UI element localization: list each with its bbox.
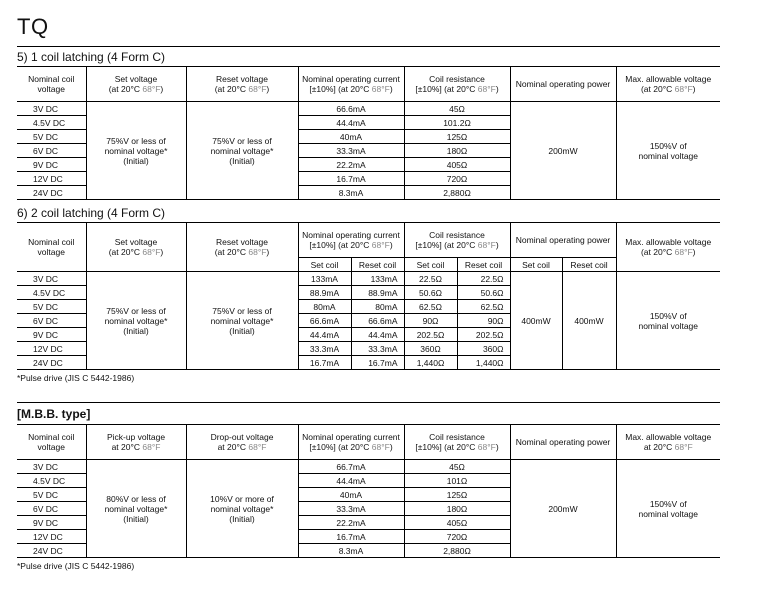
table-cell: 1,440Ω (404, 356, 457, 370)
table-cell (616, 460, 720, 558)
table-cell: 33.3mA (351, 342, 404, 356)
cell-text: at 20°C (217, 442, 247, 452)
table-cell: 6V DC (17, 502, 86, 516)
cell-text: 68°F (142, 84, 161, 94)
cell-text: nominal voltage* (210, 145, 274, 156)
cell-text: Max. allowable voltage (625, 74, 712, 84)
table-cell: 90Ω (404, 314, 457, 328)
table-cell: Reset coil (457, 258, 510, 272)
table-cell: 62.5Ω (457, 300, 510, 314)
table-cell: 45Ω (404, 460, 510, 474)
cell-text: 75%V or less of (106, 305, 166, 316)
table-cell: 24V DC (17, 544, 86, 558)
table-cell (510, 425, 616, 460)
cell-text: at 20°C (643, 442, 673, 452)
table-cell: 33.3mA (298, 144, 404, 158)
table-cell: 125Ω (404, 130, 510, 144)
cell-text: [±10%] (at 20°C (309, 84, 370, 94)
cell-text: [±10%] (at 20°C (309, 240, 370, 250)
table-cell: 3V DC (17, 272, 86, 286)
table-cell (616, 425, 720, 460)
table-cell: 4.5V DC (17, 116, 86, 130)
table-cell: 133mA (298, 272, 351, 286)
table-cell: 12V DC (17, 342, 86, 356)
table-cell: 44.4mA (298, 474, 404, 488)
footnote: *Pulse drive (JIS C 5442-1986) (17, 561, 135, 571)
table-cell: 24V DC (17, 356, 86, 370)
table-cell: 180Ω (404, 144, 510, 158)
cell-text: Nominal coil voltage (28, 432, 75, 452)
divider (17, 402, 720, 403)
table-cell (404, 425, 510, 460)
table-cell: 16.7mA (298, 172, 404, 186)
cell-text: Coil resistance (429, 230, 485, 240)
table-cell: 66.6mA (351, 314, 404, 328)
cell-text: nominal voltage* (104, 145, 168, 156)
table-cell: 22.2mA (298, 158, 404, 172)
table-cell: 44.4mA (351, 328, 404, 342)
table-cell: 360Ω (457, 342, 510, 356)
table-cell: 4.5V DC (17, 286, 86, 300)
table-cell: 80mA (298, 300, 351, 314)
cell-text: Set voltage (114, 74, 158, 84)
table-cell (510, 223, 616, 258)
table-cell (86, 223, 186, 272)
cell-text: (at 20°C (214, 247, 246, 257)
table-cell: 360Ω (404, 342, 457, 356)
table-cell: 400mW (562, 272, 616, 370)
table-cell: 22.2mA (298, 516, 404, 530)
table-cell: 40mA (298, 488, 404, 502)
section-heading: [M.B.B. type] (17, 407, 91, 421)
cell-text: Drop-out voltage (210, 432, 274, 442)
cell-text: Coil resistance (429, 432, 485, 442)
cell-text: 68°F (248, 442, 267, 452)
table-cell: 4.5V DC (17, 474, 86, 488)
cell-text: Nominal coil voltage (28, 74, 75, 94)
cell-text: nominal voltage* (104, 315, 168, 326)
page-title: TQ (17, 14, 49, 39)
table-cell: 101.2Ω (404, 116, 510, 130)
cell-text: ) (389, 240, 393, 250)
table-cell: 202.5Ω (457, 328, 510, 342)
table-cell (17, 425, 86, 460)
cell-text: ) (495, 84, 499, 94)
table-cell: 90Ω (457, 314, 510, 328)
table-cell: 1,440Ω (457, 356, 510, 370)
table-cell (404, 67, 510, 102)
table-cell (186, 223, 298, 272)
cell-text: Nominal operating power (515, 235, 611, 245)
table-cell (186, 425, 298, 460)
table-cell: 8.3mA (298, 544, 404, 558)
table-cell: 22.5Ω (457, 272, 510, 286)
cell-text: ) (389, 442, 393, 452)
cell-text: (Initial) (123, 155, 149, 166)
cell-text: 68°F (477, 240, 496, 250)
table-row (17, 102, 720, 116)
cell-text: ) (389, 84, 393, 94)
table-cell (298, 67, 404, 102)
table-cell: 88.9mA (298, 286, 351, 300)
table-cell: 6V DC (17, 144, 86, 158)
divider (17, 46, 720, 47)
table-cell: 33.3mA (298, 502, 404, 516)
cell-text: (at 20°C (214, 84, 246, 94)
cell-text: nominal voltage (638, 150, 699, 161)
cell-text: ) (266, 247, 270, 257)
cell-text: 68°F (371, 240, 390, 250)
cell-text: 68°F (248, 247, 267, 257)
section-heading: 6) 2 coil latching (4 Form C) (17, 206, 166, 220)
table-cell: 200mW (510, 460, 616, 558)
cell-text: Reset voltage (216, 74, 268, 84)
cell-text: 75%V or less of (212, 135, 272, 146)
cell-text: Nominal operating current (302, 432, 400, 442)
table-cell: 88.9mA (351, 286, 404, 300)
cell-text: Pick-up voltage (106, 432, 166, 442)
cell-text: [±10%] (at 20°C (309, 442, 370, 452)
table-cell: 133mA (351, 272, 404, 286)
cell-text: [±10%] (at 20°C (415, 240, 476, 250)
table-cell: 9V DC (17, 328, 86, 342)
cell-text: 150%V of (649, 310, 687, 321)
cell-text: (Initial) (229, 155, 255, 166)
table-row (17, 272, 720, 286)
table-cell (616, 223, 720, 272)
table-cell (616, 67, 720, 102)
cell-text: ) (266, 84, 270, 94)
cell-text: 75%V or less of (106, 135, 166, 146)
cell-text: (Initial) (229, 513, 255, 524)
table-cell: 24V DC (17, 186, 86, 200)
table-cell: 180Ω (404, 502, 510, 516)
table-cell: 9V DC (17, 516, 86, 530)
cell-text: Nominal operating current (302, 74, 400, 84)
cell-text: Coil resistance (429, 74, 485, 84)
cell-text: (at 20°C (108, 84, 140, 94)
table-cell: 44.4mA (298, 328, 351, 342)
table-cell (510, 67, 616, 102)
table-cell: 200mW (510, 102, 616, 200)
cell-text: nominal voltage (638, 508, 699, 519)
table-cell: 66.6mA (298, 102, 404, 116)
table-cell (86, 102, 186, 200)
cell-text: (at 20°C (640, 84, 673, 94)
table-row (17, 460, 720, 474)
table-header-row (17, 425, 720, 460)
cell-text: Reset voltage (216, 237, 268, 247)
table-cell: Reset coil (562, 258, 616, 272)
cell-text: 150%V of (649, 140, 687, 151)
table-cell: 202.5Ω (404, 328, 457, 342)
table-cell: 125Ω (404, 488, 510, 502)
section-heading: 5) 1 coil latching (4 Form C) (17, 50, 166, 64)
table-cell: Set coil (510, 258, 562, 272)
table-cell: 66.6mA (298, 314, 351, 328)
cell-text: 68°F (371, 442, 390, 452)
table-cell: 66.7mA (298, 460, 404, 474)
spec-table-2coil (17, 222, 720, 370)
table-cell: 405Ω (404, 516, 510, 530)
cell-text: 68°F (142, 247, 161, 257)
table-cell: 16.7mA (351, 356, 404, 370)
cell-text: Nominal operating power (515, 437, 611, 447)
cell-text: 75%V or less of (212, 305, 272, 316)
table-cell (298, 223, 404, 258)
table-cell: 33.3mA (298, 342, 351, 356)
cell-text: Max. allowable voltage (625, 432, 712, 442)
cell-text: Set voltage (114, 237, 158, 247)
table-header-row (17, 67, 720, 102)
table-cell: 8.3mA (298, 186, 404, 200)
cell-text: 68°F (142, 442, 161, 452)
table-cell (186, 272, 298, 370)
table-cell: Set coil (298, 258, 351, 272)
spec-table-1coil (17, 66, 720, 200)
table-cell (17, 223, 86, 272)
cell-text: nominal voltage (638, 320, 699, 331)
cell-text: nominal voltage* (210, 503, 274, 514)
table-cell: 720Ω (404, 530, 510, 544)
cell-text: ) (160, 84, 164, 94)
cell-text: 68°F (477, 442, 496, 452)
table-cell: 2,880Ω (404, 186, 510, 200)
table-cell: 12V DC (17, 530, 86, 544)
table-cell: 5V DC (17, 488, 86, 502)
cell-text: (at 20°C (640, 247, 673, 257)
cell-text: 68°F (371, 84, 390, 94)
table-cell: 9V DC (17, 158, 86, 172)
table-cell: 22.5Ω (404, 272, 457, 286)
table-cell: Reset coil (351, 258, 404, 272)
table-cell: 50.6Ω (404, 286, 457, 300)
table-cell (17, 67, 86, 102)
cell-text: 68°F (674, 84, 693, 94)
table-cell (86, 425, 186, 460)
table-header-row (17, 223, 720, 258)
table-cell: 50.6Ω (457, 286, 510, 300)
cell-text: ) (692, 84, 696, 94)
cell-text: 68°F (477, 84, 496, 94)
cell-text: Nominal coil voltage (28, 237, 75, 257)
cell-text: ) (495, 240, 499, 250)
table-cell: 16.7mA (298, 530, 404, 544)
table-cell: 62.5Ω (404, 300, 457, 314)
table-cell (186, 67, 298, 102)
cell-text: nominal voltage* (210, 315, 274, 326)
cell-text: ) (160, 247, 164, 257)
table-cell: 5V DC (17, 130, 86, 144)
cell-text: ) (692, 247, 696, 257)
table-cell: Set coil (404, 258, 457, 272)
cell-text: 150%V of (649, 498, 687, 509)
cell-text: Nominal operating current (302, 230, 400, 240)
table-cell: 40mA (298, 130, 404, 144)
table-cell (86, 460, 186, 558)
table-cell: 3V DC (17, 460, 86, 474)
table-cell (186, 102, 298, 200)
cell-text: (at 20°C (108, 247, 140, 257)
table-cell (404, 223, 510, 258)
table-cell: 405Ω (404, 158, 510, 172)
table-cell: 6V DC (17, 314, 86, 328)
cell-text: [±10%] (at 20°C (415, 442, 476, 452)
cell-text: [±10%] (at 20°C (415, 84, 476, 94)
cell-text: (Initial) (123, 325, 149, 336)
cell-text: (Initial) (123, 513, 149, 524)
spec-table-mbb (17, 424, 720, 558)
table-cell: 400mW (510, 272, 562, 370)
table-cell (186, 460, 298, 558)
table-cell (616, 272, 720, 370)
table-cell: 80mA (351, 300, 404, 314)
cell-text: Max. allowable voltage (625, 237, 712, 247)
table-cell (86, 67, 186, 102)
cell-text: 80%V or less of (106, 493, 166, 504)
cell-text: at 20°C (111, 442, 141, 452)
footnote: *Pulse drive (JIS C 5442-1986) (17, 373, 135, 383)
cell-text: 68°F (674, 247, 693, 257)
table-cell (616, 102, 720, 200)
table-cell (86, 272, 186, 370)
cell-text: 68°F (674, 442, 693, 452)
cell-text: ) (495, 442, 499, 452)
cell-text: (Initial) (229, 325, 255, 336)
cell-text: Nominal operating power (515, 79, 611, 89)
cell-text: 68°F (248, 84, 267, 94)
table-cell: 16.7mA (298, 356, 351, 370)
table-cell: 2,880Ω (404, 544, 510, 558)
table-cell: 45Ω (404, 102, 510, 116)
table-cell: 3V DC (17, 102, 86, 116)
table-cell: 12V DC (17, 172, 86, 186)
table-cell: 720Ω (404, 172, 510, 186)
table-cell (298, 425, 404, 460)
cell-text: 10%V or more of (210, 493, 274, 504)
table-cell: 44.4mA (298, 116, 404, 130)
table-cell: 101Ω (404, 474, 510, 488)
cell-text: nominal voltage* (104, 503, 168, 514)
table-cell: 5V DC (17, 300, 86, 314)
